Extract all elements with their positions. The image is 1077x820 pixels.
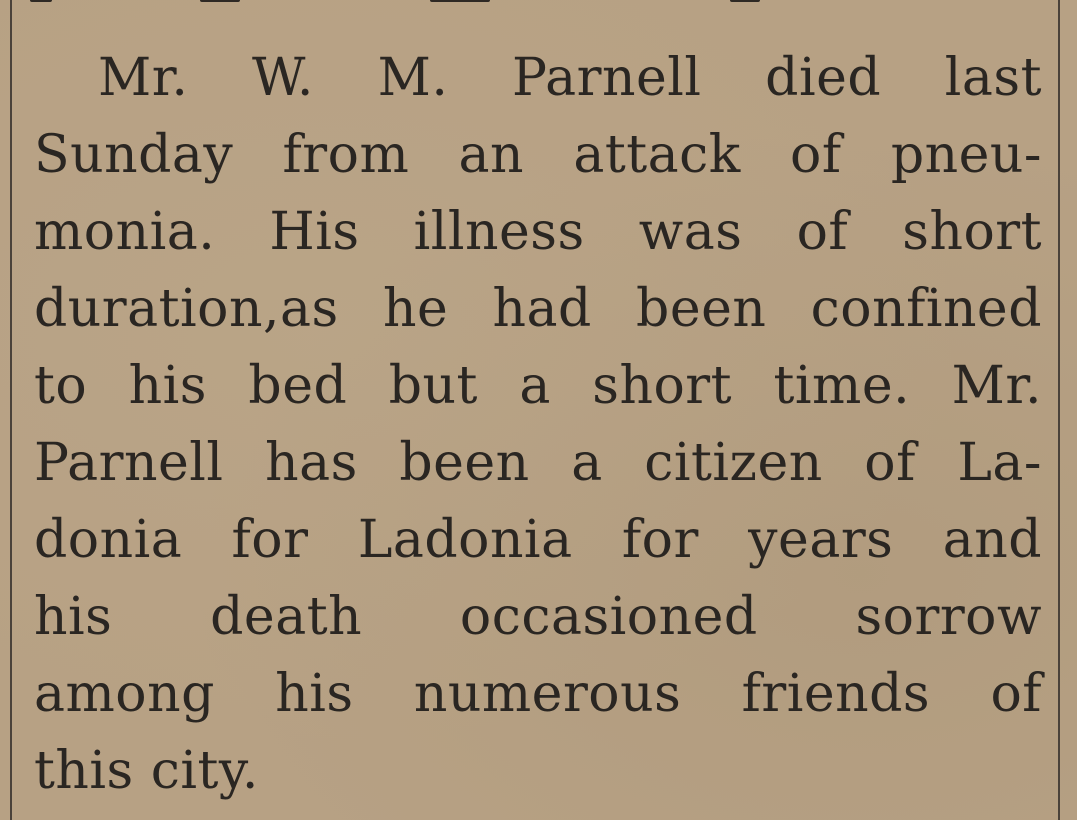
article-line: among his numerous friends of — [34, 664, 1042, 724]
article-line: to his bed but a short time. Mr. — [34, 356, 1042, 416]
ink-fragment — [30, 0, 52, 2]
ink-fragment — [430, 0, 490, 2]
article-line: Parnell has been a citizen of La- — [34, 433, 1042, 493]
ink-fragment — [730, 0, 760, 2]
previous-text-fragment — [30, 0, 1030, 8]
ink-fragment — [200, 0, 240, 2]
article-line: Mr. W. M. Parnell died last — [98, 48, 1042, 108]
column-rule-left — [10, 0, 12, 820]
obituary-article — [34, 40, 1042, 810]
article-line: Sunday from an attack of pneu- — [34, 125, 1042, 185]
article-line: duration,as he had been confined — [34, 279, 1042, 339]
article-line: donia for Ladonia for years and — [34, 510, 1042, 570]
article-line: his death occasioned sorrow — [34, 587, 1042, 647]
article-line: this city. — [34, 741, 259, 801]
column-rule-right — [1058, 0, 1060, 820]
article-line: monia. His illness was of short — [34, 202, 1042, 262]
